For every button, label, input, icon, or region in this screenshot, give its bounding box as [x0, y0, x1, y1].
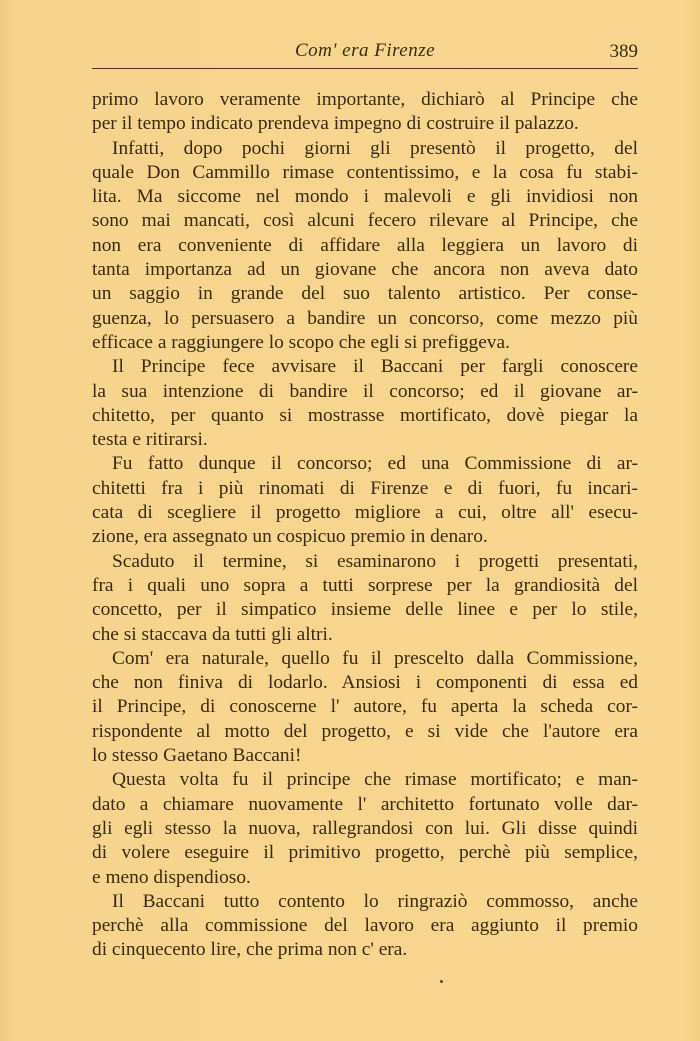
text-line: chitetti fra i più rinomati di Firenze e di fuori, fu incari- [92, 477, 638, 499]
text-line: e meno dispendioso. [92, 866, 251, 888]
text-line: sono mai mancati, così alcuni fecero rilevare al Principe, che [92, 210, 638, 232]
text-line: guenza, lo persuasero a bandire un concorso, come mezzo più [92, 307, 638, 329]
text-line: che non finiva di lodarlo. Ansiosi i componenti di essa ed [92, 672, 638, 694]
text-line: un saggio in grande del suo talento artistico. Per conse- [92, 283, 638, 305]
text-line: rispondente al motto del progetto, e si vide che l'autore era [92, 720, 638, 742]
text-line: di volere eseguire il primitivo progetto, perchè più semplice, [92, 842, 638, 864]
printer-mark [440, 980, 443, 983]
text-line: zione, era assegnato un cospicuo premio in denaro. [92, 526, 488, 548]
text-line: Il Principe fece avvisare il Baccani per fargli conoscere [112, 356, 638, 378]
text-line: gli egli stesso la nuova, rallegrandosi con lui. Gli disse quindi [92, 817, 638, 839]
text-line: per il tempo indicato prendeva impegno di costruire il palazzo. [92, 113, 579, 135]
text-line: primo lavoro veramente importante, dichiarò al Principe che [92, 89, 638, 110]
text-line: lo stesso Gaetano Baccani! [92, 745, 302, 767]
text-line: tanta importanza ad un giovane che ancora non aveva dato [92, 259, 638, 281]
text-line: il Principe, di conoscerne l' autore, fu aperta la scheda cor- [92, 696, 638, 718]
text-line: dato a chiamare nuovamente l' architetto fortunato volle dar- [92, 793, 638, 815]
text-line: che si staccava da tutti gli altri. [92, 623, 333, 645]
text-line: cata di scegliere il progetto migliore a cui, oltre all' esecu- [92, 502, 638, 524]
text-line: Com' era naturale, quello fu il prescelto dalla Commissione, [112, 647, 638, 669]
text-line: Fu fatto dunque il concorso; ed una Commissione di ar- [112, 453, 638, 475]
header-rule [92, 68, 638, 69]
text-line: non era conveniente di affidare alla leggiera un lavoro di [92, 234, 638, 256]
text-line: quale Don Cammillo rimase contentissimo, e la cosa fu stabi- [92, 161, 638, 183]
text-line: lita. Ma siccome nel mondo i malevoli e gli invidiosi non [92, 186, 638, 208]
page-header [92, 38, 638, 68]
text-line: fra i quali uno sopra a tutti sorprese per la grandiosità del [92, 574, 638, 596]
text-line: Scaduto il termine, si esaminarono i progetti presentati, [112, 550, 638, 572]
text-line: Il Baccani tutto contento lo ringraziò commosso, anche [112, 890, 638, 912]
running-title: Com' era Firenze [294, 40, 436, 61]
text-line: Questa volta fu il principe che rimase mortificato; e man- [112, 769, 638, 791]
text-line: di cinquecento lire, che prima non c' era. [92, 939, 408, 961]
text-line: testa e ritirarsi. [92, 429, 208, 451]
page-number: 389 [609, 41, 638, 62]
body-text [92, 88, 638, 963]
text-line: chitetto, per quanto si mostrasse mortificato, dovè piegar la [92, 404, 638, 426]
text-line: Infatti, dopo pochi giorni gli presentò il progetto, del [112, 137, 638, 159]
text-line: efficace a raggiungere lo scopo che egli si prefiggeva. [92, 331, 510, 353]
text-line: concetto, per il simpatico insieme delle linee e per lo stile, [92, 599, 638, 621]
text-line: perchè alla commissione del lavoro era aggiunto il premio [92, 915, 638, 937]
text-line: la sua intenzione di bandire il concorso; ed il giovane ar- [92, 380, 638, 402]
